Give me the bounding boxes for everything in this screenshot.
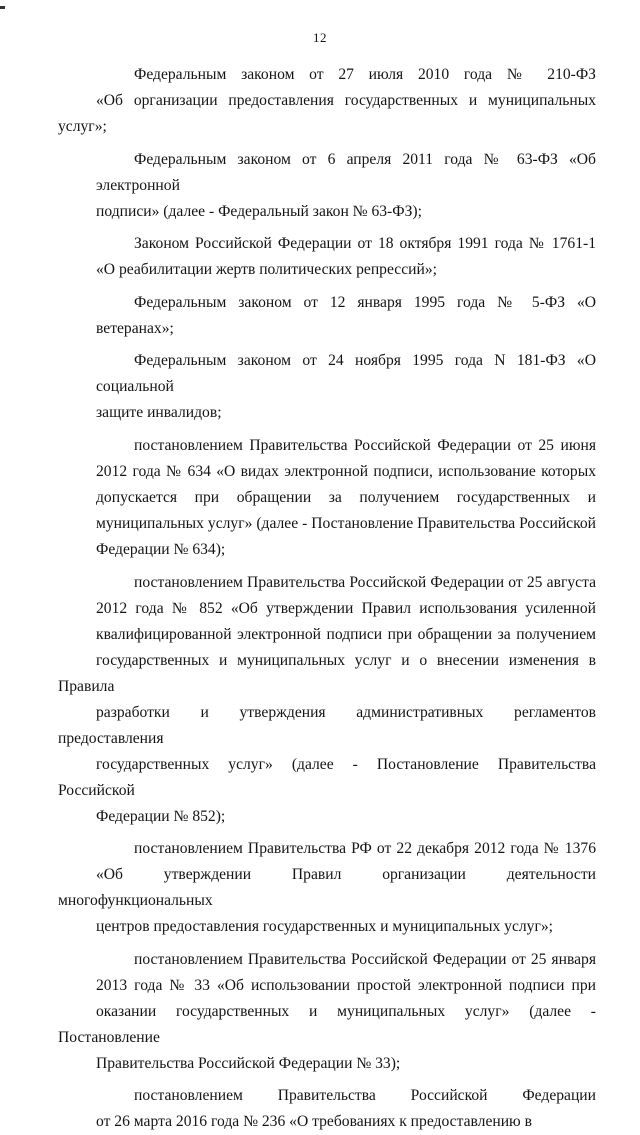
text-line: Федерации № 634); <box>96 540 226 558</box>
text-line: постановлением Правительства Российской Федерации <box>134 1087 596 1105</box>
text-line: муниципальных услуг» (далее - Постановление Правительства Российской <box>96 514 596 532</box>
text-line: Федеральным законом от 12 января 1995 года № 5-ФЗ «О ветеранах»; <box>96 293 596 337</box>
text-line: квалифицированной электронной подписи при обращении за получением <box>96 625 596 643</box>
paragraph-p2 <box>96 147 596 225</box>
text-line: разработки и утверждения административных регламентов предоставления <box>58 703 596 747</box>
text-line: 2012 года № 634 «О видах электронной подписи, использование которых <box>96 462 596 480</box>
text-line: от 26 марта 2016 года № 236 «О требованиях к предоставлению в <box>96 1113 532 1131</box>
text-line: защите инвалидов; <box>96 404 222 422</box>
text-line: постановлением Правительства Российской Федерации от 25 января <box>134 950 596 968</box>
text-line: допускается при обращении за получением государственных и <box>96 488 596 506</box>
text-line: Правительства Российской Федерации № 33); <box>96 1054 401 1072</box>
text-line: 2012 года № 852 «Об утверждении Правил использования усиленной <box>96 599 596 617</box>
text-line: государственных и муниципальных услуг и о внесении изменения в Правила <box>58 651 596 695</box>
text-line: «Об утверждении Правил организации деятельности многофункциональных <box>58 866 596 910</box>
text-line: Федерации № 852); <box>96 807 226 825</box>
paragraph-p5 <box>96 348 596 426</box>
document-body <box>58 62 596 1135</box>
paragraph-p3 <box>96 231 596 283</box>
text-line: Законом Российской Федерации от 18 октября 1991 года № 1761-1 <box>134 235 596 253</box>
paragraph-p9 <box>58 947 596 1077</box>
paragraph-p7 <box>58 570 596 830</box>
text-line: 2013 года № 33 «Об использовании простой электронной подписи при <box>96 976 596 994</box>
text-line: Федеральным законом от 6 апреля 2011 года № 63-ФЗ «Об электронной <box>96 150 596 194</box>
paragraph-p10 <box>96 1083 596 1135</box>
scan-corner-mark <box>0 6 5 9</box>
text-line: Федеральным законом от 27 июля 2010 года № 210-ФЗ <box>134 66 596 83</box>
text-line: постановлением Правительства Российской Федерации от 25 августа <box>134 573 596 591</box>
text-line: постановлением Правительства РФ от 22 декабря 2012 года № 1376 <box>134 840 596 858</box>
text-line: подписи» (далее - Федеральный закон № 63-ФЗ); <box>96 202 422 220</box>
text-line: государственных услуг» (далее - Постановление Правительства Российской <box>58 755 596 799</box>
page-number: 12 <box>313 30 327 45</box>
paragraph-p8 <box>58 836 596 940</box>
text-line: Федеральным законом от 24 ноября 1995 года N 181-ФЗ «О социальной <box>96 352 596 396</box>
text-line: «Об организации предоставления государственных и муниципальных услуг»; <box>58 92 596 135</box>
paragraph-p4 <box>96 290 596 342</box>
paragraph-p1 <box>58 62 596 140</box>
text-line: постановлением Правительства Российской Федерации от 25 июня <box>134 436 596 454</box>
paragraph-p6 <box>96 433 596 563</box>
text-line: центров предоставления государственных и муниципальных услуг»; <box>96 918 554 936</box>
text-line: оказании государственных и муниципальных услуг» (далее - Постановление <box>58 1002 596 1046</box>
text-line: «О реабилитации жертв политических репрессий»; <box>96 261 437 279</box>
